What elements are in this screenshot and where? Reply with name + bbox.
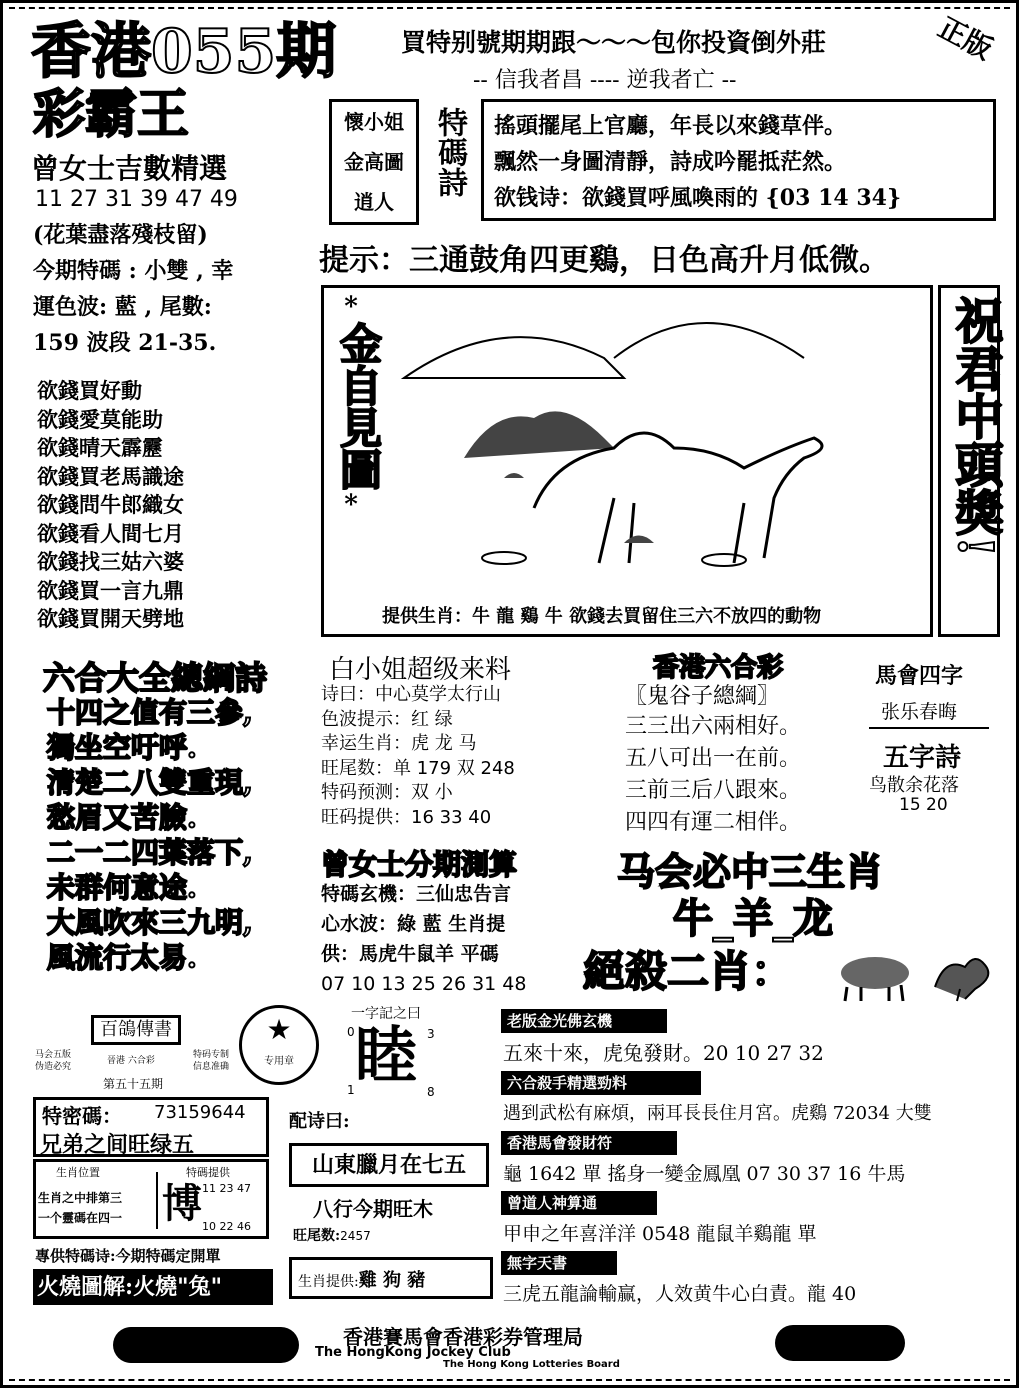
- left-banner: * 金自見圖 *: [334, 292, 383, 520]
- issue-number: 第五十五期: [103, 1077, 164, 1091]
- lucky-numbers: 11 27 31 39 47 49: [35, 187, 238, 212]
- believe-line: -- 信我者昌 ---- 逆我者亡 --: [473, 68, 737, 93]
- list-item: 欲錢晴天霹靂: [37, 435, 163, 460]
- picture-caption: 提供生肖：牛 龍 鷄 牛 欲錢去買留住三六不放四的動物: [382, 606, 822, 627]
- tail-numbers: 旺尾数:2457: [293, 1228, 371, 1244]
- guigu-header: 香港六合彩: [653, 653, 784, 683]
- row-text-4: 三虎五龍論輸赢，人效黄牛心白責。龍 40: [503, 1283, 857, 1305]
- kill-title: 絕殺二肖：: [583, 947, 794, 996]
- special-poem: 專供特碼诗:今期特碼定開單: [35, 1247, 221, 1265]
- footer-en1: The HongKong Jockey Club: [315, 1345, 511, 1360]
- guigu-lines: 三三出六兩相好。 五八可出一在前。 三前三后八跟來。 四四有運二相伴。: [625, 714, 802, 835]
- row-head-2: 香港馬會發財符: [501, 1131, 677, 1155]
- oneword-title: 一字記之曰: [351, 1006, 421, 1022]
- right-banner: 祝君中頭獎!: [938, 285, 1000, 637]
- bottom-border: [9, 1369, 1010, 1381]
- row-head-4: 無字天書: [501, 1251, 617, 1275]
- slogan: 買特别號期期跟～～～包你投資倒外莊: [401, 28, 827, 57]
- divider: [869, 727, 989, 729]
- oneword-poem: 配诗曰:: [289, 1111, 350, 1132]
- stamp-name: 百鴿傳書: [91, 1015, 181, 1045]
- stamp-small-b: 晉港 六合彩: [107, 1056, 155, 1066]
- wuzi-title: 五字詩: [883, 743, 962, 773]
- footer-logo-right: [775, 1325, 905, 1361]
- pig-rooster-icon: [825, 947, 1005, 1003]
- oneword-n0: 0: [347, 1025, 355, 1039]
- row-head-1: 六合殺手精選勁料: [501, 1071, 701, 1095]
- list-item: 欲錢看人間七月: [37, 520, 184, 546]
- stamp-small-c: 特码专制 信息准确: [193, 1050, 230, 1072]
- zeng-heading: 曾女士吉數精選: [31, 152, 228, 185]
- footer-logo-left: [113, 1327, 299, 1363]
- shandong: 山東臘月在七五: [289, 1143, 489, 1187]
- brothers: 兄弟之间旺绿五: [40, 1132, 195, 1158]
- list-item: 欲錢找三姑六婆: [37, 549, 184, 574]
- hint-label: 提示：: [319, 243, 409, 278]
- zeng-lines: 特碼玄機：三仙忠告言 心水波：綠 藍 生肖提 供：馬虎牛鼠羊 平碼 07 10 13 25 26 31 48: [321, 883, 527, 995]
- poem-label: 特碼詩: [432, 107, 467, 197]
- list-item: 欲錢買開天劈地: [37, 606, 184, 631]
- oneword-char: 睦: [355, 1019, 418, 1092]
- row-head-0: 老版金光佛玄機: [501, 1009, 667, 1033]
- mahui4-text: 张乐春晦: [881, 701, 958, 723]
- sx-box: 生肖提供:雞 狗 豬: [289, 1257, 493, 1299]
- list-item: 欲錢買老馬識途: [37, 463, 184, 489]
- wuzi-nums: 15 20: [899, 795, 948, 815]
- stamp-box: 懷小姐 金高圖 逍人: [329, 99, 419, 225]
- code-label: 特密碼：: [42, 1104, 122, 1128]
- camel-illustration: [384, 298, 924, 598]
- bahang: 八行今期旺木: [313, 1197, 433, 1221]
- zeng-title: 曾女士分期測算: [321, 848, 518, 881]
- want-list: [37, 377, 184, 634]
- must-win-title: 马会必中三生肖: [617, 849, 884, 894]
- row-text-0: 五來十來，虎兔發財。20 10 27 32: [503, 1041, 824, 1065]
- fire-banner: 火燒圖解:火燒"兔": [33, 1269, 273, 1305]
- oneword-n1: 1: [347, 1083, 355, 1097]
- must-win-animals: 牛_羊_龙: [673, 895, 833, 942]
- bo-char: 博: [156, 1172, 196, 1229]
- mahui4-title: 馬會四字: [875, 663, 964, 689]
- bai-title: 白小姐超级来料: [329, 655, 512, 685]
- position-box: 生肖位置 特碼提供 生肖之中排第三 一个靈碼在四一 博 11 23 47 10 22 46: [33, 1159, 269, 1239]
- liuhe-title: 六合大全總綱詩: [43, 659, 268, 697]
- hint-text: 三通鼓角四更鷄，日色高升月低微。: [409, 243, 889, 278]
- code-box: [33, 1097, 269, 1157]
- title: 香港055期: [31, 17, 337, 87]
- bai-lines: 诗曰：中心莫学太行山 色波提示：红 绿 幸运生肖：虎 龙 马 旺尾数：单 179 双 248 特码预测：双 小 旺码提供：16 33 40: [321, 684, 515, 828]
- liuhe-lines: 十四之值有三參, 獨坐空吁呼. 清楚二八雙重現, 愁眉又苦臉. 二一二四葉落下, 未群何意途. 大風吹來三九明, 風流行太易.: [47, 696, 253, 974]
- subtitle: 彩霸王: [33, 84, 190, 145]
- wuzi-text: 鸟散余花落: [869, 775, 959, 796]
- seal: ★ 专用章: [239, 1005, 319, 1085]
- footer-en2: The Hong Kong Lotteries Board: [443, 1359, 620, 1370]
- row-text-3: 甲申之年喜洋洋 0548 龍鼠羊鷄龍 單: [503, 1223, 817, 1245]
- footer-org: 香港賽馬會香港彩券管理局: [343, 1325, 583, 1349]
- row-text-1: 遇到武松有麻煩，兩耳長長住月宮。虎鷄 72034 大雙: [503, 1103, 932, 1124]
- guigu-title: 〖鬼谷子總綱〗: [625, 684, 780, 709]
- picture-frame: [321, 285, 933, 637]
- oneword-n3: 3: [427, 1027, 435, 1041]
- star-icon: ★: [266, 1013, 292, 1046]
- left-top-lines: (花葉盡落殘枝留) 今期特碼 : 小雙 , 幸 運色波: 藍 , 尾數: 159 波段 21-35.: [33, 222, 234, 356]
- list-item: 欲錢買好動: [37, 378, 142, 403]
- list-item: 欲錢愛莫能助: [37, 406, 163, 432]
- oneword-n8: 8: [427, 1085, 435, 1099]
- code: 73159644: [154, 1102, 246, 1123]
- list-item: 欲錢買一言九鼎: [37, 577, 184, 603]
- stamp-small-a: 马会五版 伪造必究: [35, 1050, 72, 1072]
- poem-box: 搖頭擺尾上官廳，年長以來錢草伴。 飄然一身圖清靜，詩成吟罷抵茫然。 欲钱诗：欲錢買呼風喚雨的 {03 14 34}: [481, 99, 996, 221]
- official-badge: 正版: [932, 10, 998, 67]
- row-text-2: 龜 1642 單 搖身一變金鳳凰 07 30 37 16 牛馬: [503, 1163, 906, 1185]
- row-head-3: 曾道人神算通: [501, 1191, 657, 1215]
- list-item: 欲錢問牛郎織女: [37, 492, 184, 517]
- hint: [319, 235, 889, 279]
